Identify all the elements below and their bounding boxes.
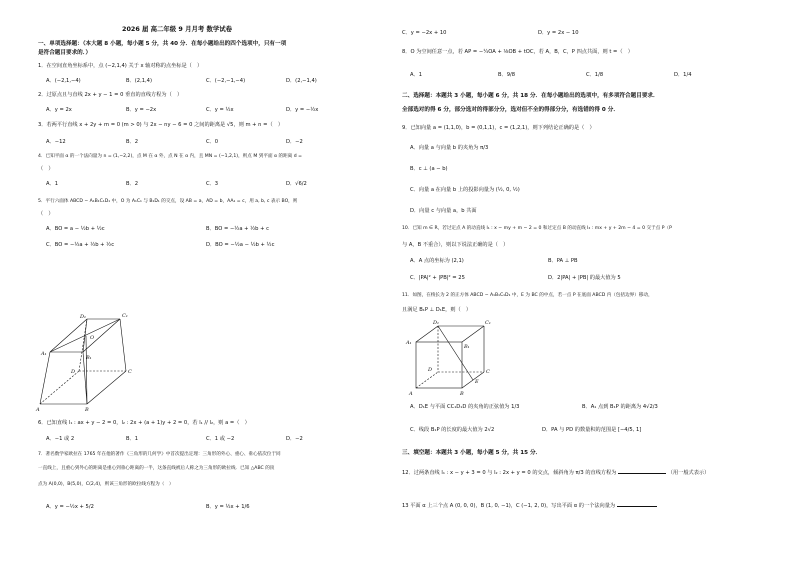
q4-option-a[interactable]: A．1 <box>46 181 59 187</box>
q11-option-d[interactable]: D．PA 与 PD 的数量积的范围是 [−4/5, 1] <box>542 427 642 433</box>
q1-option-b[interactable]: B．(2,1,4) <box>126 78 152 84</box>
question-13 <box>402 502 657 510</box>
q3-option-c[interactable]: C．0 <box>206 139 219 145</box>
q1-option-c[interactable]: C．(−2,−1,−4) <box>206 78 246 84</box>
q2-option-c[interactable]: C．y = ½x <box>206 107 234 113</box>
label-o: O <box>90 335 95 341</box>
q8-option-d[interactable]: D．1/4 <box>674 72 692 78</box>
q7-option-d[interactable]: D．y = 2x − 10 <box>538 30 579 36</box>
q10-option-c[interactable]: C．|PA|² + |PB|² = 25 <box>410 275 465 281</box>
section-1-heading: 一、单项选择题：（本大题 8 小题，每小题 5 分，共 40 分．在每小题给出的四个选项中，只有一项 <box>38 41 287 47</box>
label-a1: A₁ <box>41 351 47 357</box>
label-d1: D₁ <box>80 314 87 320</box>
q10-option-d[interactable]: D．2|PA| + |PB| 的最大值为 5 <box>548 275 621 281</box>
question-5-cont: （ ） <box>38 211 54 217</box>
q5-option-a[interactable]: A．BO = a − ½b + ½c <box>46 226 105 232</box>
q3-option-b[interactable]: B．2 <box>126 139 139 145</box>
q6-option-d[interactable]: D．−2 <box>286 436 303 442</box>
question-10: 10．已知 m ∈ R，若过定点 A 的动直线 l₁ : x − my + m − 2 = 0 和过定点 B 的动直线 l₂ : mx + y + 2m − 4 = 0 交于点 P（P <box>402 226 672 231</box>
label-a: A <box>36 407 40 413</box>
q8-option-a[interactable]: A．1 <box>410 72 423 78</box>
question-12-tail: （用一般式表示） <box>667 470 710 476</box>
q8-option-c[interactable]: C．1/8 <box>586 72 604 78</box>
q10-option-a[interactable]: A．A 点的坐标为 (2,1) <box>410 258 464 264</box>
q7-option-b[interactable]: B．y = ½x + 1/6 <box>206 504 250 510</box>
question-12-text: 12．过两条直线 l₁ : x − y + 3 = 0 与 l₂ : 2x + y = 0 的交点，倾斜角为 π/3 的直线方程为 <box>402 470 617 476</box>
q7-option-a[interactable]: A．y = −½x + 5/2 <box>46 504 94 510</box>
label-d: D <box>428 367 433 373</box>
cube-figure <box>406 320 492 397</box>
q9-option-c[interactable]: C．向量 a 在向量 b 上的投影向量为 (½, 0, ½) <box>410 187 520 193</box>
label-b: B <box>85 407 89 413</box>
q2-option-d[interactable]: D．y = −½x <box>286 107 319 113</box>
label-c: C <box>128 369 132 375</box>
q6-option-c[interactable]: C．1 或 −2 <box>206 436 235 442</box>
label-b: B <box>460 391 464 397</box>
question-5: 5．平行六面体 ABCD − A₁B₁C₁D₁ 中，O 为 A₁C₁ 与 B₁D₁ 的交点，设 AB = a，AD = b，AA₁ = c，用 a, b, c 表示 BO，则 <box>38 199 298 204</box>
q3-option-d[interactable]: D．−2 <box>286 139 303 145</box>
question-7-line-2: 一直线上，且重心到外心的距离是重心到垂心距离的一半，这条直线被后人称之为三角形的欧拉线．已知 △ABC 的顶 <box>38 466 275 471</box>
q4-option-c[interactable]: C．3 <box>206 181 219 187</box>
label-c1: C₁ <box>122 313 128 319</box>
question-12 <box>402 469 709 477</box>
q11-option-c[interactable]: C．线段 B₁P 的长度的最大值为 2√2 <box>410 427 495 433</box>
q1-option-a[interactable]: A．(−2,1,−4) <box>46 78 81 84</box>
q5-option-d[interactable]: D．BO = −½a − ½b + ½c <box>206 242 275 248</box>
q9-option-d[interactable]: D．向量 c 与向量 a，b 共面 <box>410 208 477 214</box>
question-9: 9．已知向量 a = (1,1,0)，b = (0,1,1)，c = (1,2,1)，则下列结论正确的是（ ） <box>402 125 595 131</box>
q2-option-a[interactable]: A．y = 2x <box>46 107 72 113</box>
q2-option-b[interactable]: B．y = −2x <box>126 107 157 113</box>
q6-option-a[interactable]: A．−1 或 2 <box>46 436 75 442</box>
label-a: A <box>409 391 413 397</box>
question-7-line-3: 点为 A(0,0)，B(5,0)，C(2,4)，则该三角形的欧拉线方程为（ ） <box>38 482 174 487</box>
q5-option-c[interactable]: C．BO = −½a + ½b + ½c <box>46 242 115 248</box>
q9-option-a[interactable]: A．向量 a 与向量 b 的夹角为 π/3 <box>410 145 489 151</box>
q10-option-b[interactable]: B．PA ⊥ PB <box>548 258 578 264</box>
question-11-cont: 且满足 B₁P ⊥ D₁E，则（ ） <box>402 307 472 313</box>
label-d: D <box>71 369 76 375</box>
q13-answer-blank[interactable] <box>617 502 657 507</box>
q4-option-d[interactable]: D．√6/2 <box>286 181 307 187</box>
q9-option-b[interactable]: B．c ⊥ (a − b) <box>410 166 448 172</box>
q1-option-d[interactable]: D．(2,−1,4) <box>286 78 317 84</box>
q6-option-b[interactable]: B．1 <box>126 436 139 442</box>
question-7: 7．著名数学家欧拉在 1765 年在他的著作《三角形的几何学》中首次提出定理：三角形的外心、重心、垂心依次位于同 <box>38 452 281 457</box>
q12-answer-blank[interactable] <box>618 469 666 474</box>
section-1-heading-cont: 是符合题目要求的．） <box>38 50 92 56</box>
label-c: C <box>486 369 490 375</box>
label-d1: D₁ <box>433 320 440 326</box>
question-2: 2．过原点且与直线 2x + y − 1 = 0 垂直的直线方程为（ ） <box>38 92 183 98</box>
label-b1: B₁ <box>464 344 470 350</box>
label-c1: C₁ <box>485 320 491 326</box>
q8-option-b[interactable]: B．9/8 <box>498 72 516 78</box>
question-13-text: 13 平面 α 上三个点 A (0, 0, 0)，B (1, 0, −1)，C (−1, 2, 0)，写出平面 α 的一个法向量为 <box>402 503 616 509</box>
q11-option-b[interactable]: B．A₁ 点到 B₁P 的距离为 4√2/3 <box>582 404 658 410</box>
q5-option-b[interactable]: B．BO = −½a + ½b + c <box>206 226 269 232</box>
parallelepiped-figure <box>36 313 138 413</box>
question-10-cont: 与 A，B 不重合），则以下说法正确的是（ ） <box>402 242 509 248</box>
question-4-cont: （ ） <box>38 166 54 172</box>
question-6: 6．已知直线 l₁ : ax + y − 2 = 0，l₂ : 2x + (a + 1)y + 2 = 0，若 l₁ // l₂，则 a =（ ） <box>38 420 250 426</box>
section-3-heading: 三、填空题：本题共 3 小题，每小题 5 分，共 15 分． <box>402 450 542 456</box>
q3-option-a[interactable]: A．−12 <box>46 139 66 145</box>
question-8: 8．O 为空间任意一点，若 AP = −¼OA + ⅛OB + tOC，若 A，B，C，P 四点共面，则 t =（ ） <box>402 49 633 55</box>
label-e: E <box>475 379 479 385</box>
q4-option-b[interactable]: B．2 <box>126 181 139 187</box>
q7-option-c[interactable]: C．y = −2x + 10 <box>402 30 447 36</box>
section-2-heading: 二、选择题：本题共 3 小题，每小题 6 分，共 18 分．在每小题给出的选项中，有多项符合题目要求． <box>402 93 659 99</box>
label-b1: B₁ <box>86 355 92 361</box>
q11-option-a[interactable]: A．D₁E 与平面 CC₁D₁D 的夹角的正弦值为 1/3 <box>410 404 520 410</box>
page-title: 2026 届 高二年级 9 月月考 数学试卷 <box>122 25 233 33</box>
question-1: 1．在空间直角坐标系中，点 (−2,1,4) 关于 x 轴对称的点坐标是（ ） <box>38 63 203 69</box>
label-a1: A₁ <box>406 340 412 346</box>
section-2-heading-cont: 全部选对的得 6 分，部分选对的得部分分，选对但不全的得部分分，有选错的得 0 分． <box>402 107 619 113</box>
question-11: 11．如图，在棱长为 2 的正方体 ABCD − A₁B₁C₁D₁ 中，E 为 BC 的中点，若一点 P 在底面 ABCD 内（包括边界）移动， <box>402 293 653 298</box>
question-4: 4．已知平面 α 的一个法向量为 n = (1,−2,2)，点 M 在 α 外，点 N 在 α 内，且 MN = (−1,2,1)，则点 M 到平面 α 的距离 d = <box>38 154 302 159</box>
question-3: 3．若两平行直线 x + 2y + m = 0 (m > 0) 与 2x − ny − 6 = 0 之间的距离是 √5，则 m + n =（ ） <box>38 122 284 128</box>
